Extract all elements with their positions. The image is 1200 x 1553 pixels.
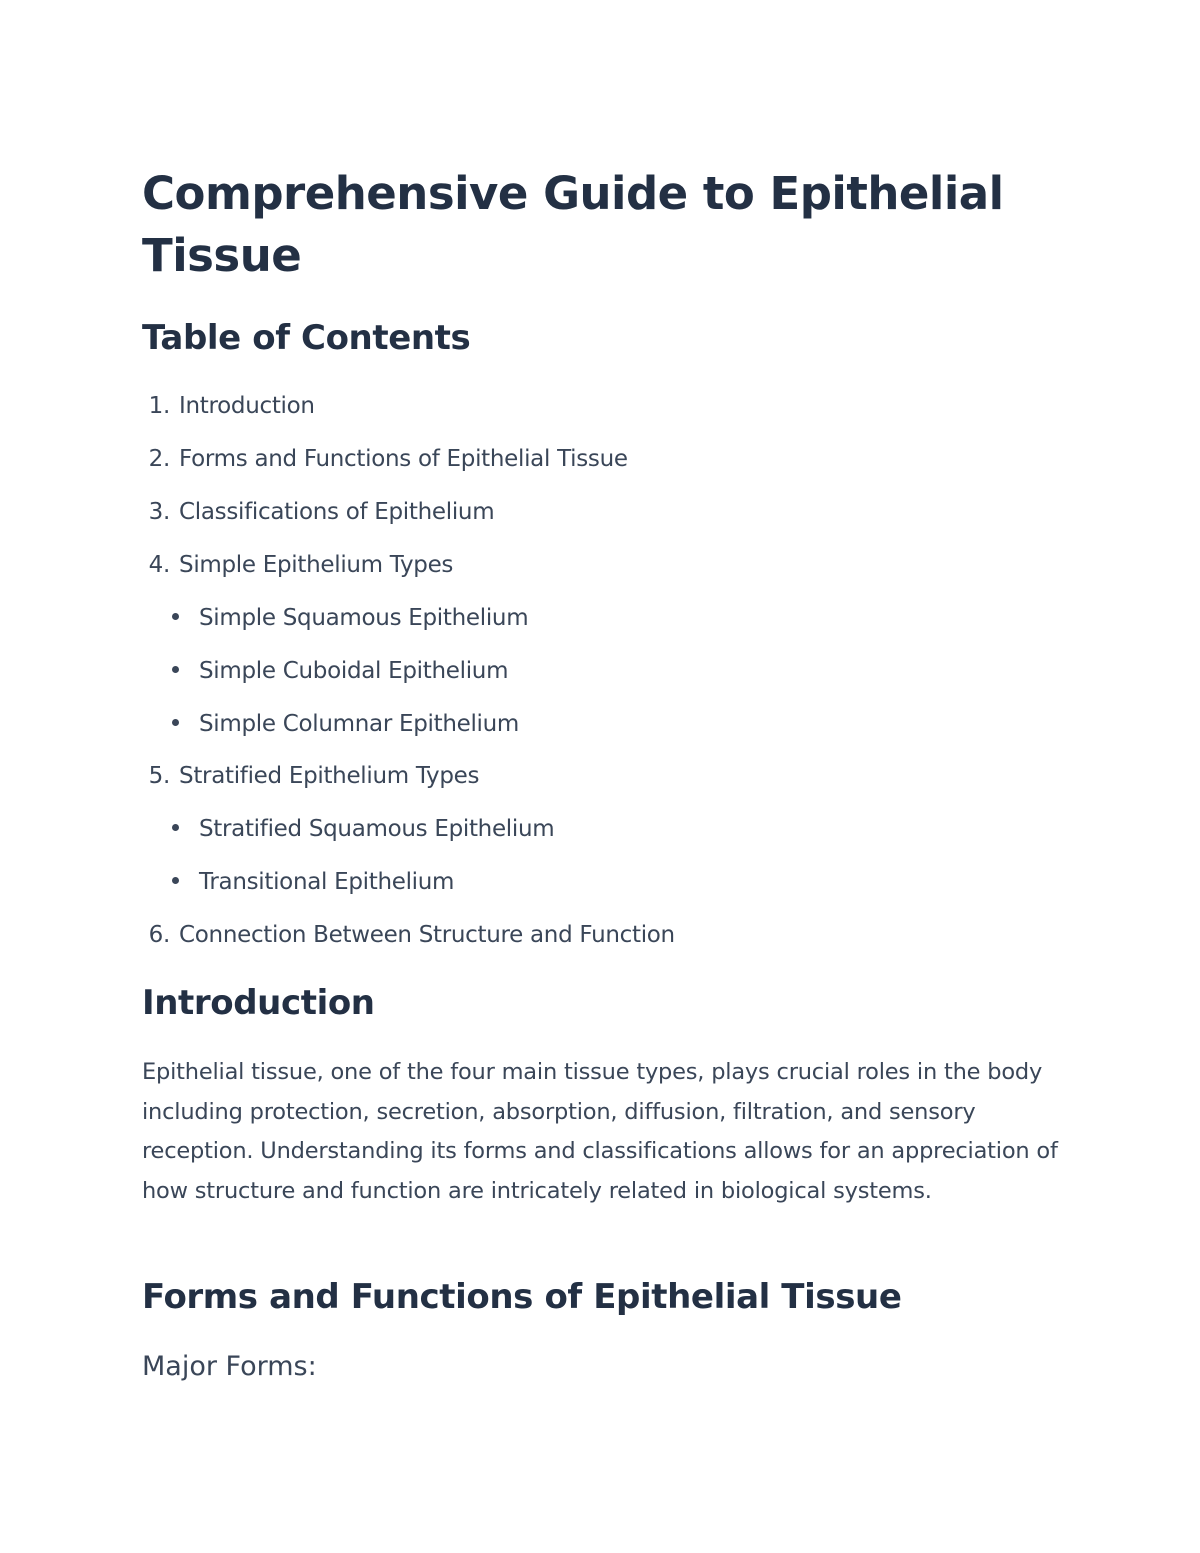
forms-functions-heading: Forms and Functions of Epithelial Tissue (142, 1277, 902, 1317)
toc-item-number: 2. (148, 446, 170, 472)
toc-item-number: 5. (148, 763, 170, 789)
bullet-icon (172, 877, 179, 884)
toc-item-introduction[interactable] (142, 390, 315, 422)
toc-item-label: Simple Epithelium Types (179, 552, 454, 578)
toc-item-label: Connection Between Structure and Function (179, 922, 675, 948)
introduction-heading: Introduction (142, 983, 375, 1023)
bullet-icon (172, 824, 179, 831)
toc-item-number: 1. (148, 393, 170, 419)
toc-subitem-label: Simple Cuboidal Epithelium (199, 658, 509, 684)
major-forms-subheading: Major Forms: (142, 1351, 317, 1382)
introduction-paragraph: Epithelial tissue, one of the four main tissue types, plays crucial roles in the body including protection, secretion, absorption, diffusion, filtration, and sensory reception. Understanding its forms and classifications allows for an appreciation of how structure and function are intricately related in biological systems. (142, 1059, 1058, 1204)
toc-item-label: Forms and Functions of Epithelial Tissue (179, 446, 628, 472)
toc-item-simple-epithelium-types[interactable] (142, 549, 453, 581)
toc-subitem-label: Transitional Epithelium (199, 869, 455, 895)
toc-item-forms-and-functions[interactable] (142, 443, 628, 475)
toc-item-connection[interactable] (142, 919, 675, 951)
bullet-icon (172, 613, 179, 620)
document-title: Comprehensive Guide to Epithelial Tissue (142, 167, 1004, 282)
toc-subitem-simple-cuboidal[interactable] (172, 655, 508, 687)
toc-item-label: Classifications of Epithelium (179, 499, 495, 525)
toc-subitem-simple-squamous[interactable] (172, 602, 528, 634)
toc-subitem-stratified-squamous[interactable] (172, 813, 554, 845)
bullet-icon (172, 719, 179, 726)
toc-subitem-label: Stratified Squamous Epithelium (199, 816, 555, 842)
toc-subitem-transitional[interactable] (172, 866, 454, 898)
toc-heading: Table of Contents (142, 318, 471, 358)
toc-item-stratified-epithelium-types[interactable] (142, 760, 479, 792)
toc-item-number: 3. (148, 499, 170, 525)
toc-subitem-simple-columnar[interactable] (172, 708, 519, 740)
toc-subitem-label: Simple Columnar Epithelium (199, 711, 520, 737)
bullet-icon (172, 666, 179, 673)
toc-item-number: 4. (148, 552, 170, 578)
toc-item-classifications[interactable] (142, 496, 494, 528)
toc-subitem-label: Simple Squamous Epithelium (199, 605, 529, 631)
toc-item-label: Stratified Epithelium Types (179, 763, 480, 789)
toc-item-label: Introduction (179, 393, 315, 419)
toc-item-number: 6. (148, 922, 170, 948)
